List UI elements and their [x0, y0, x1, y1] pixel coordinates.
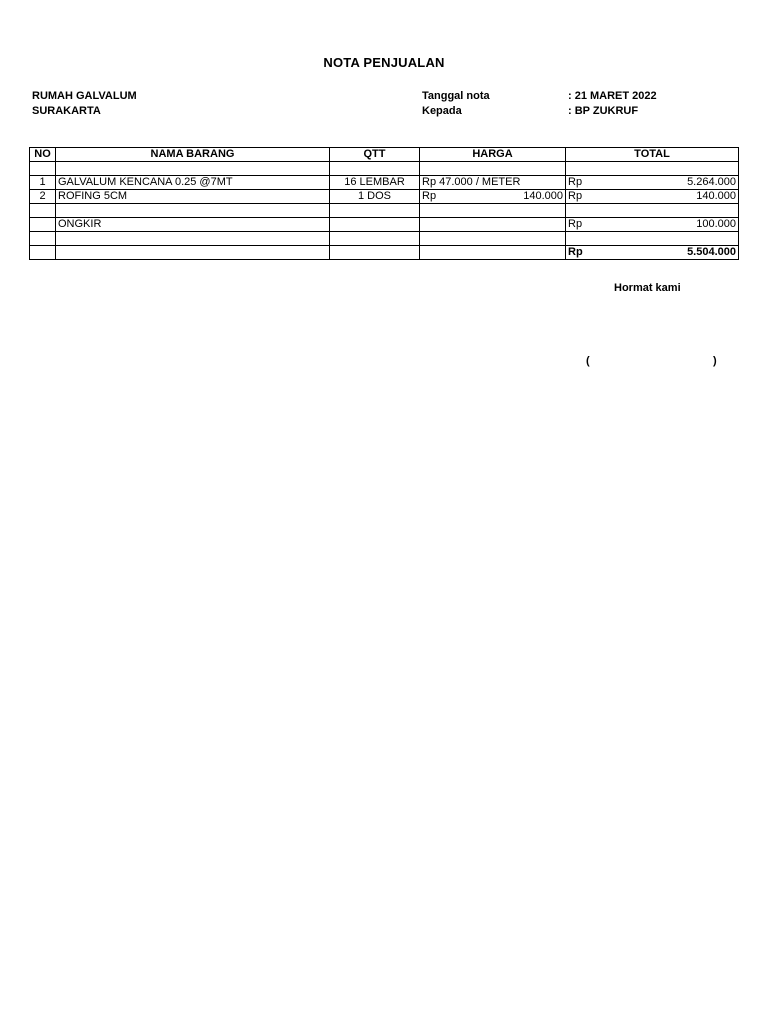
header-price: HARGA — [420, 148, 566, 162]
row-qty: 1 DOS — [330, 190, 420, 204]
row-price-amount: 140.000 — [523, 190, 563, 202]
shipping-total — [566, 218, 739, 232]
row-qty: 16 LEMBAR — [330, 176, 420, 190]
seller-city: SURAKARTA — [32, 105, 101, 117]
grand-total — [566, 246, 739, 260]
signature-close-paren: ) — [713, 355, 717, 367]
to-label: Kepada — [422, 105, 462, 117]
row-total — [566, 190, 739, 204]
table-row — [30, 190, 739, 204]
row-total-amount: 5.264.000 — [687, 176, 736, 188]
header-no: NO — [30, 148, 56, 162]
row-no: 1 — [30, 176, 56, 190]
grand-total-amount: 5.504.000 — [687, 246, 736, 258]
grand-total-currency: Rp — [568, 246, 583, 258]
header-qty: QTT — [330, 148, 420, 162]
header-name: NAMA BARANG — [56, 148, 330, 162]
table-row-empty — [30, 162, 739, 176]
grand-total-row — [30, 246, 739, 260]
row-total-amount: 140.000 — [696, 190, 736, 202]
signature-open-paren: ( — [586, 355, 590, 367]
table-row — [30, 176, 739, 190]
row-total-currency: Rp — [568, 190, 583, 202]
row-total — [566, 176, 739, 190]
row-name: GALVALUM KENCANA 0.25 @7MT — [56, 176, 330, 190]
table-row-empty — [30, 204, 739, 218]
date-label: Tanggal nota — [422, 90, 490, 102]
row-price-currency: Rp — [422, 190, 437, 202]
date-value: : 21 MARET 2022 — [568, 90, 657, 102]
shipping-currency: Rp — [568, 218, 583, 230]
row-name: ROFING 5CM — [56, 190, 330, 204]
row-total-currency: Rp — [568, 176, 583, 188]
shipping-label: ONGKIR — [56, 218, 330, 232]
shipping-amount: 100.000 — [696, 218, 736, 230]
row-no: 2 — [30, 190, 56, 204]
document-title: NOTA PENJUALAN — [323, 55, 445, 70]
seller-name: RUMAH GALVALUM — [32, 90, 137, 102]
to-value: : BP ZUKRUF — [568, 105, 639, 117]
signature-label: Hormat kami — [614, 282, 681, 294]
header-total: TOTAL — [566, 148, 739, 162]
items-table — [29, 147, 739, 260]
row-price — [420, 190, 566, 204]
table-row-empty — [30, 232, 739, 246]
row-price: Rp 47.000 / METER — [420, 176, 566, 190]
table-header-row — [30, 148, 739, 162]
shipping-row — [30, 218, 739, 232]
